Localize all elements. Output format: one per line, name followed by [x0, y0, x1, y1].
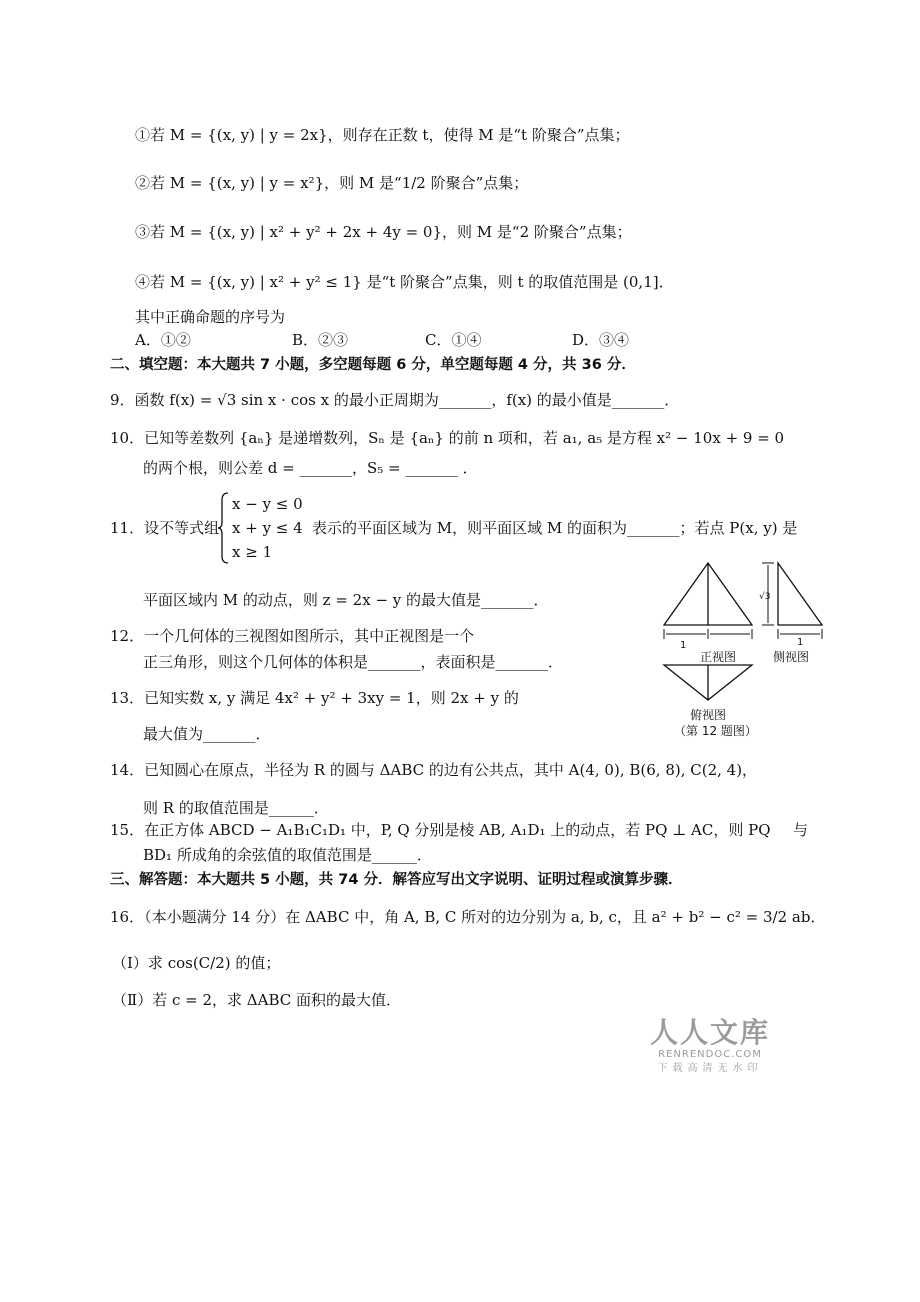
question-16-stem: 16．（本小题满分 14 分）在 ΔABC 中，角 A, B, C 所对的边分别为 a, b, c，且 a² + b² − c² = 3/2 ab．	[110, 908, 826, 926]
question-12-line1: 12．一个几何体的三视图如图所示，其中正视图是一个	[110, 627, 475, 645]
option-statement-1: ①若 M = {(x, y) | y = 2x}，则存在正数 t，使得 M 是“t 阶聚合”点集；	[135, 126, 630, 144]
question-11-rest: 表示的平面区域为 M，则平面区域 M 的面积为_______；若点 P(x, y) 是	[312, 519, 798, 537]
option-statement-2: ②若 M = {(x, y) | y = x²}，则 M 是“1/2 阶聚合”点集；	[135, 174, 529, 192]
side-view-dimension	[762, 563, 822, 639]
choice-d: D．③④	[572, 331, 630, 349]
side-dimension-label: 1	[797, 637, 804, 648]
watermark-logo-text: 人人文库	[649, 1016, 770, 1049]
question-10-line2: 的两个根，则公差 d = _______，S₅ = _______ ．	[143, 459, 478, 477]
figure-caption: （第 12 题图）	[674, 724, 757, 738]
side-view-label: 侧视图	[773, 650, 810, 664]
question-9: 9．函数 f(x) = √3 sin x · cos x 的最小正周期为_______，f(x) 的最小值是_______．	[110, 391, 680, 409]
question-15-line2: BD₁ 所成角的余弦值的取值范围是______．	[143, 846, 432, 864]
inequality-2: x + y ≤ 4	[232, 519, 303, 537]
front-view-dimension	[664, 629, 752, 639]
question-15-line1: 15．在正方体 ABCD − A₁B₁C₁D₁ 中，P, Q 分别是棱 AB, A₁D₁ 上的动点，若 PQ ⊥ AC，则 PQ	[110, 821, 771, 839]
option-statement-3: ③若 M = {(x, y) | x² + y² + 2x + 4y = 0}，则 M 是“2 阶聚合”点集；	[135, 223, 632, 241]
three-view-figure	[650, 555, 840, 745]
question-11-prefix: 11．设不等式组	[110, 519, 220, 537]
front-dimension-label: 1	[680, 640, 687, 651]
option-statement-4: ④若 M = {(x, y) | x² + y² ≤ 1} 是“t 阶聚合”点集，则 t 的取值范围是 (0,1]．	[135, 273, 674, 291]
question-14-line1: 14．已知圆心在原点，半径为 R 的圆与 ΔABC 的边有公共点，其中 A(4, 0), B(6, 8), C(2, 4)，	[110, 761, 758, 779]
choice-a: A．①②	[135, 331, 191, 349]
section-heading-solutions: 三、解答题：本大题共 5 小题，共 74 分．解答应写出文字说明、证明过程或演算步骤．	[110, 872, 683, 888]
watermark-url: RENRENDOC.COM	[658, 1049, 762, 1060]
question-11-line2: 平面区域内 M 的动点，则 z = 2x − y 的最大值是_______．	[143, 591, 549, 609]
question-prompt: 其中正确命题的序号为	[135, 308, 286, 326]
question-10-line1: 10．已知等差数列 {aₙ} 是递增数列，Sₙ 是 {aₙ} 的前 n 项和，若 a₁, a₅ 是方程 x² − 10x + 9 = 0	[110, 429, 785, 447]
top-view	[664, 665, 752, 700]
question-16-part1: （Ⅰ）求 cos(C/2) 的值；	[112, 954, 281, 972]
question-13-line1: 13．已知实数 x, y 满足 4x² + y² + 3xy = 1，则 2x + y 的	[110, 689, 519, 707]
question-13-line2: 最大值为_______．	[143, 725, 271, 743]
section-heading-fill-in: 二、填空题：本大题共 7 小题，多空题每题 6 分，单空题每题 4 分，共 36 分．	[110, 357, 636, 373]
question-16-part2: （Ⅱ）若 c = 2，求 ΔABC 面积的最大值．	[112, 991, 401, 1009]
inequality-3: x ≥ 1	[232, 543, 273, 561]
choice-b: B．②③	[292, 331, 349, 349]
choice-c: C．①④	[425, 331, 482, 349]
watermark-slogan: 下载高清无水印	[657, 1063, 763, 1074]
inequality-1: x − y ≤ 0	[232, 495, 303, 513]
side-view	[778, 563, 822, 625]
top-view-label: 俯视图	[690, 708, 727, 722]
front-view	[664, 563, 752, 625]
question-14-line2: 则 R 的取值范围是______．	[143, 799, 329, 817]
question-15-tail: 与	[793, 821, 809, 839]
question-12-line2: 正三角形，则这个几何体的体积是_______，表面积是_______．	[143, 653, 564, 671]
height-dimension-label: √3	[759, 592, 771, 602]
front-view-label: 正视图	[700, 650, 737, 664]
brace	[218, 492, 228, 562]
